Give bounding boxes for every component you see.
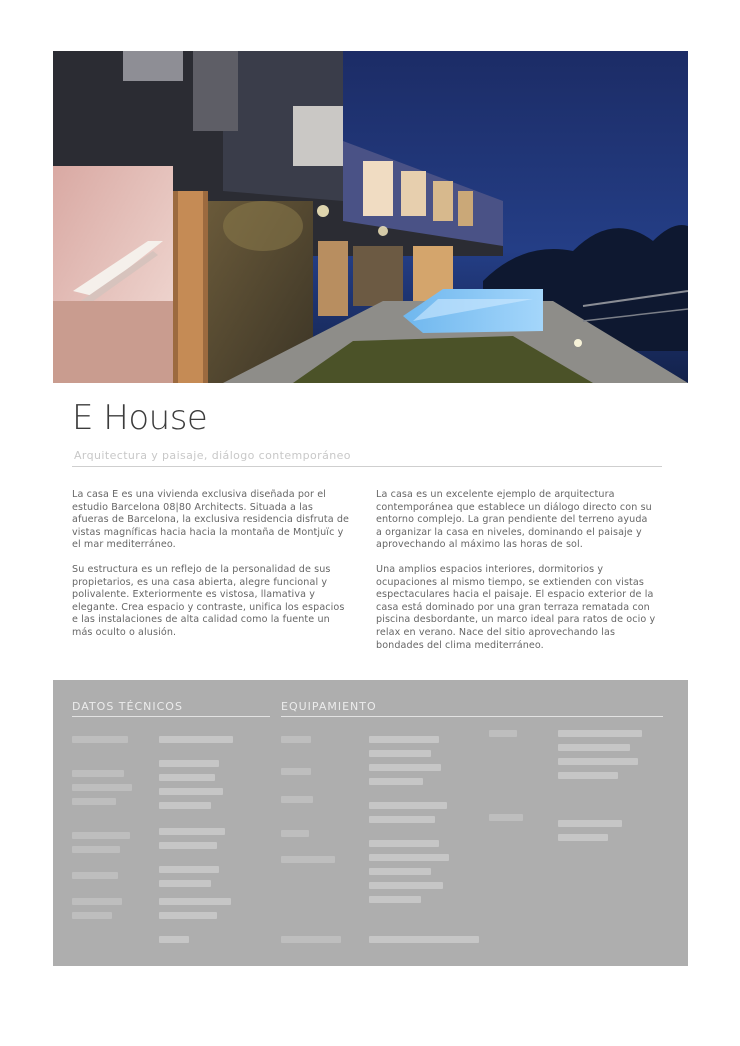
text-column-left xyxy=(72,489,352,652)
equip-value xyxy=(558,758,638,765)
panel-heading-right: EQUIPAMIENTO xyxy=(281,700,377,713)
page-subtitle: Arquitectura y paisaje, diálogo contemporáneo xyxy=(74,449,351,462)
equip-value xyxy=(558,744,630,751)
equip-value xyxy=(369,750,431,757)
equip-label xyxy=(489,730,517,737)
spec-label xyxy=(72,770,124,777)
equip-value xyxy=(369,868,431,875)
paragraph: La casa E es una vivienda exclusiva diseñada por el estudio Barcelona 08|80 Architects. Situada a las afueras de Barcelona, la exclusiva residencia disfruta de vistas magníficas hacia hacia la montaña de Montjuïc y el mar mediterráneo. xyxy=(72,489,350,551)
spec-value xyxy=(159,936,189,943)
spec-label xyxy=(72,898,122,905)
spec-value xyxy=(159,736,233,743)
equip-label xyxy=(281,736,311,743)
equip-label xyxy=(281,856,335,863)
spec-label xyxy=(72,872,118,879)
paragraph: La casa es un excelente ejemplo de arquitectura contemporánea que establece un diálogo directo con su entorno complejo. La gran pendiente del terreno ayuda a organizar la casa en niveles, dominando el paisaje y aprovechando al máximo las horas de sol. xyxy=(376,489,652,551)
page-title: E House xyxy=(72,398,208,438)
house-night-image xyxy=(53,51,688,383)
equip-value xyxy=(558,834,608,841)
panel-heading-left: DATOS TÉCNICOS xyxy=(72,700,183,713)
equip-value xyxy=(369,802,447,809)
equip-value xyxy=(369,764,441,771)
equip-value xyxy=(369,840,439,847)
paragraph: Una amplios espacios interiores, dormitorios y ocupaciones al mismo tiempo, se extienden con vistas espectaculares hacia el paisaje. El espacio exterior de la casa está dominado por una gran terraza rematada con piscina desbordante, un marco ideal para ratos de ocio y relax en verano. Nace del sitio aprovechando las bondades del clima mediterráneo. xyxy=(376,563,656,651)
equip-label xyxy=(281,768,311,775)
equip-value xyxy=(369,896,421,903)
spec-label xyxy=(72,912,112,919)
spec-label xyxy=(72,798,116,805)
equip-value xyxy=(369,882,443,889)
spec-value xyxy=(159,912,217,919)
equip-value xyxy=(369,854,449,861)
spec-value xyxy=(159,760,219,767)
equip-label xyxy=(489,814,523,821)
panel-heading-right-rule xyxy=(281,716,663,717)
spec-value xyxy=(159,842,217,849)
spec-value xyxy=(159,880,211,887)
panel-heading-left-rule xyxy=(72,716,270,717)
equip-label xyxy=(281,936,341,943)
hero-photo xyxy=(53,51,688,383)
spec-value xyxy=(159,788,223,795)
spec-label xyxy=(72,832,130,839)
equip-value xyxy=(369,778,423,785)
equip-value xyxy=(369,816,435,823)
spec-label xyxy=(72,736,128,743)
title-divider xyxy=(72,466,662,467)
spec-value xyxy=(159,774,215,781)
spec-label xyxy=(72,846,120,853)
equip-value xyxy=(369,736,439,743)
paragraph: Su estructura es un reflejo de la personalidad de sus propietarios, es una casa abierta, alegre funcional y polivalente. Exteriormente es vistosa, llamativa y elegante. Crea espacio y contraste, unifica los espacios e las instalaciones de alta calidad como la fuente un más oculto o alusión. xyxy=(72,563,345,638)
info-panel xyxy=(53,680,688,966)
equip-value xyxy=(558,820,622,827)
spec-value xyxy=(159,866,219,873)
spec-label xyxy=(72,784,132,791)
spec-value xyxy=(159,898,231,905)
text-column-right xyxy=(376,489,656,664)
equip-label xyxy=(281,796,313,803)
spec-value xyxy=(159,828,225,835)
spec-value xyxy=(159,802,211,809)
equip-value xyxy=(558,730,642,737)
equip-label xyxy=(281,830,309,837)
equip-value xyxy=(369,936,479,943)
equip-value xyxy=(558,772,618,779)
